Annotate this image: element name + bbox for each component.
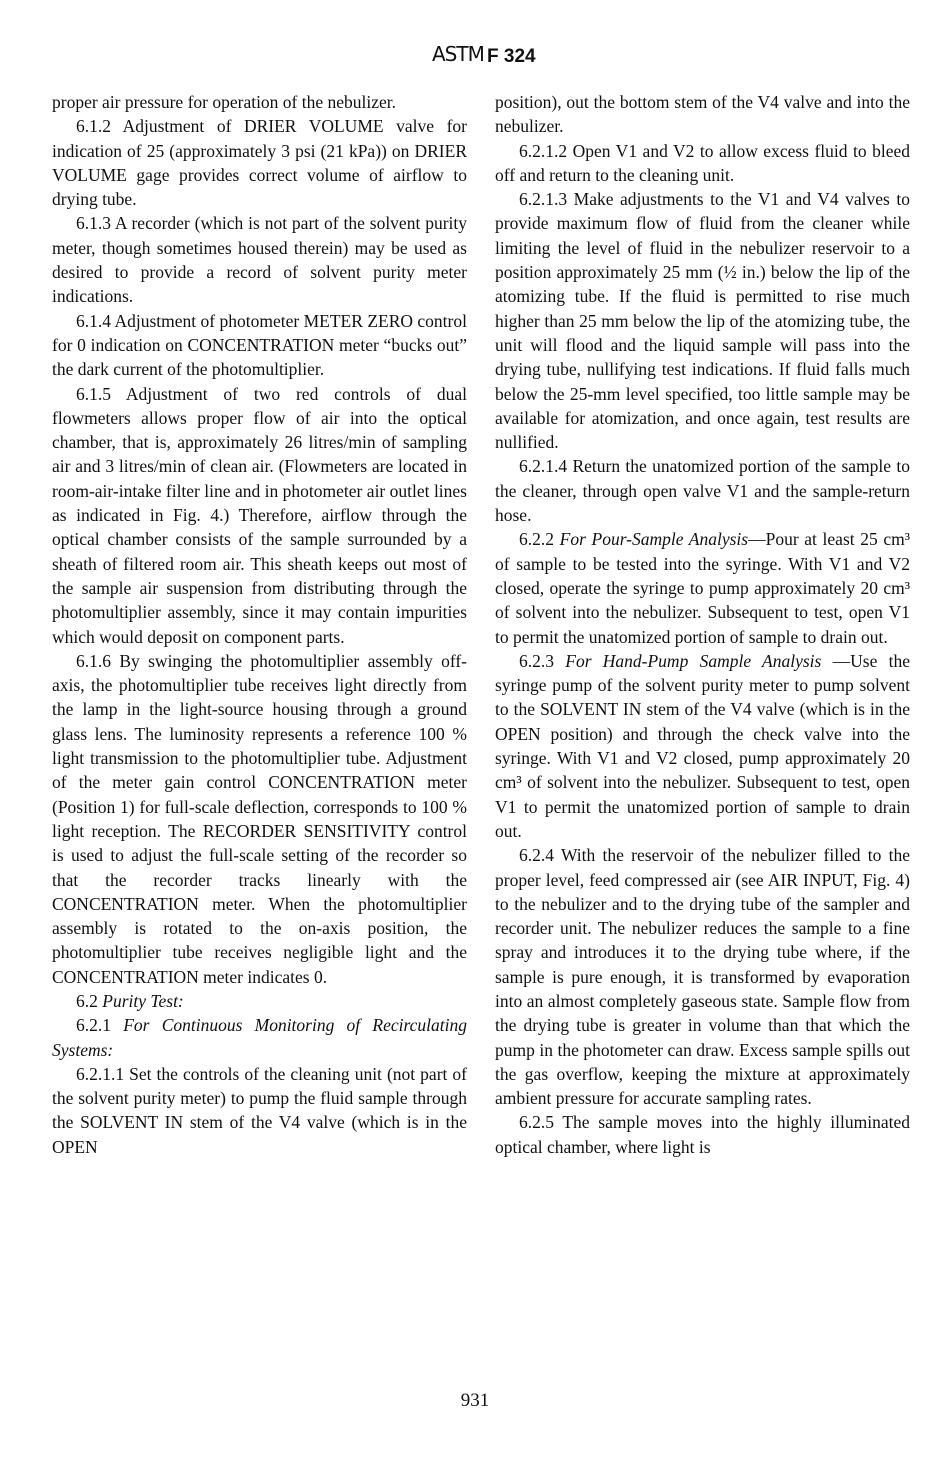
paragraph-6-2-5: 6.2.5 The sample moves into the highly illuminated optical chamber, where light is [495, 1112, 910, 1157]
paragraph-6-1-2: 6.1.2 Adjustment of DRIER VOLUME valve for indication of 25 (approximately 3 psi (21 kPa)) on DRIER VOLUME gage provides correct volume of airflow to drying tube. [52, 116, 467, 210]
paragraph-body: —Use the syringe pump of the solvent purity meter to pump solvent to the SOLVENT IN stem of the V4 valve (which is in the OPEN position) and through the check valve into the syringe. With V1 and V2 closed, pump approximately 20 cm³ of solvent into the nebulizer. Subsequent to test, open V1 to permit the unatomized portion of sample to drain out. [495, 650, 910, 841]
section-title: For Hand-Pump Sample Analysis [565, 650, 822, 671]
section-6-2-1-heading [52, 1013, 467, 1062]
section-title: For Pour-Sample Analysis [559, 529, 749, 550]
paragraph-6-1-5: 6.1.5 Adjustment of two red controls of dual flowmeters allows proper flow of air into the optical chamber, that is, approximately 26 litres/min of sampling air and 3 litres/min of clean air. (Flowmeters are located in room-air-intake filter line and in photometer air outlet lines as indicated in Fig. 4.) Therefore, airflow through the optical chamber consists of the sample surrounded by a sheath of filtered room air. This sheath keeps out most of the sample air suspension from distributing through the photomultiplier assembly, since it may contain impurities which would deposit on component parts. [52, 383, 467, 647]
paragraph-6-2-3 [495, 649, 910, 843]
paragraph-6-2-1-1: 6.2.1.1 Set the controls of the cleaning unit (not part of the solvent purity meter) to pump the fluid sample through the SOLVENT IN stem of the V4 valve (which is in the OPEN [52, 1063, 467, 1157]
section-title: Purity Test: [102, 990, 184, 1011]
paragraph-6-2-2 [495, 527, 910, 648]
paragraph-continued: position), out the bottom stem of the V4 valve and into the nebulizer. [495, 92, 910, 137]
paragraph-6-2-1-3: 6.2.1.3 Make adjustments to the V1 and V4 valves to provide maximum flow of fluid from the cleaner while limiting the level of fluid in the nebulizer reservoir to a position approximately 25 mm (½ in.) below the lip of the atomizing tube. If the fluid is permitted to rise much higher than 25 mm below the lip of the atomizing tube, the unit will flood and the liquid sample will pass into the drying tube, nullifying test indications. If fluid falls much below the 25-mm level specified, too little sample may be available for atomization, and once again, test results are nullified. [495, 189, 910, 453]
section-number: 6.2.1 [76, 1015, 111, 1036]
paragraph-6-1-3: 6.1.3 A recorder (which is not part of the solvent purity meter, though sometimes housed therein) may be used as desired to provide a record of solvent purity meter indications. [52, 213, 467, 307]
section-number: 6.2.2 [519, 529, 554, 550]
paragraph-continued: proper air pressure for operation of the nebulizer. [52, 92, 397, 112]
page-number: 931 [460, 1390, 490, 1411]
paragraph-6-2-4: 6.2.4 With the reservoir of the nebulizer filled to the proper level, feed compressed air (see AIR INPUT, Fig. 4) to the nebulizer and to the drying tube of the sampler and recorder unit. The nebulizer reduces the sample to a fine spray and introduces it to the drying tube where, if the sample is pure enough, it is transformed by evaporation into an almost completely gaseous state. Sample flow from the drying tube is greater in volume than that which the pump in the photometer can draw. Excess sample spills out the gas overflow, keeping the mixture at approximately ambient pressure for accurate sampling rates. [495, 845, 910, 1109]
left-column [52, 90, 467, 1159]
section-number: 6.2.3 [519, 650, 554, 671]
paragraph-6-1-6: 6.1.6 By swinging the photomultiplier assembly off-axis, the photomultiplier tube receives light directly from the lamp in the light-source housing through a ground glass lens. The luminosity represents a reference 100 % light transmission to the photomultiplier tube. Adjustment of the meter gain control CONCENTRATION meter (Position 1) for full-scale deflection, corresponds to 100 % light reception. The RECORDER SENSITIVITY control is used to adjust the full-scale setting of the recorder so that the recorder tracks linearly with the CONCENTRATION meter. When the photomultiplier assembly is rotated to the on-axis position, the photomultiplier tube receives negligible light and the CONCENTRATION meter indicates 0. [52, 650, 467, 987]
astm-logo: ASTM [432, 42, 484, 66]
page-header [0, 40, 950, 80]
standard-designation: F 324 [487, 46, 536, 67]
section-title: For Continuous Monitoring of Recirculating Systems: [52, 1015, 467, 1060]
paragraph-6-1-4: 6.1.4 Adjustment of photometer METER ZERO control for 0 indication on CONCENTRATION meter “bucks out” the dark current of the photomultiplier. [52, 310, 467, 380]
paragraph-6-2-1-2: 6.2.1.2 Open V1 and V2 to allow excess fluid to bleed off and return to the cleaning unit. [495, 140, 910, 185]
paragraph-body: —Pour at least 25 cm³ of sample to be tested into the syringe. With V1 and V2 closed, operate the syringe to pump approximately 20 cm³ of solvent into the nebulizer. Subsequent to test, open V1 to permit the unatomized portion of sample to drain out. [495, 529, 910, 647]
paragraph-6-2-1-4: 6.2.1.4 Return the unatomized portion of the sample to the cleaner, through open valve V1 and the sample-return hose. [495, 456, 910, 526]
section-6-2-heading [52, 989, 467, 1013]
right-column [495, 90, 910, 1159]
section-number: 6.2 [76, 990, 98, 1011]
